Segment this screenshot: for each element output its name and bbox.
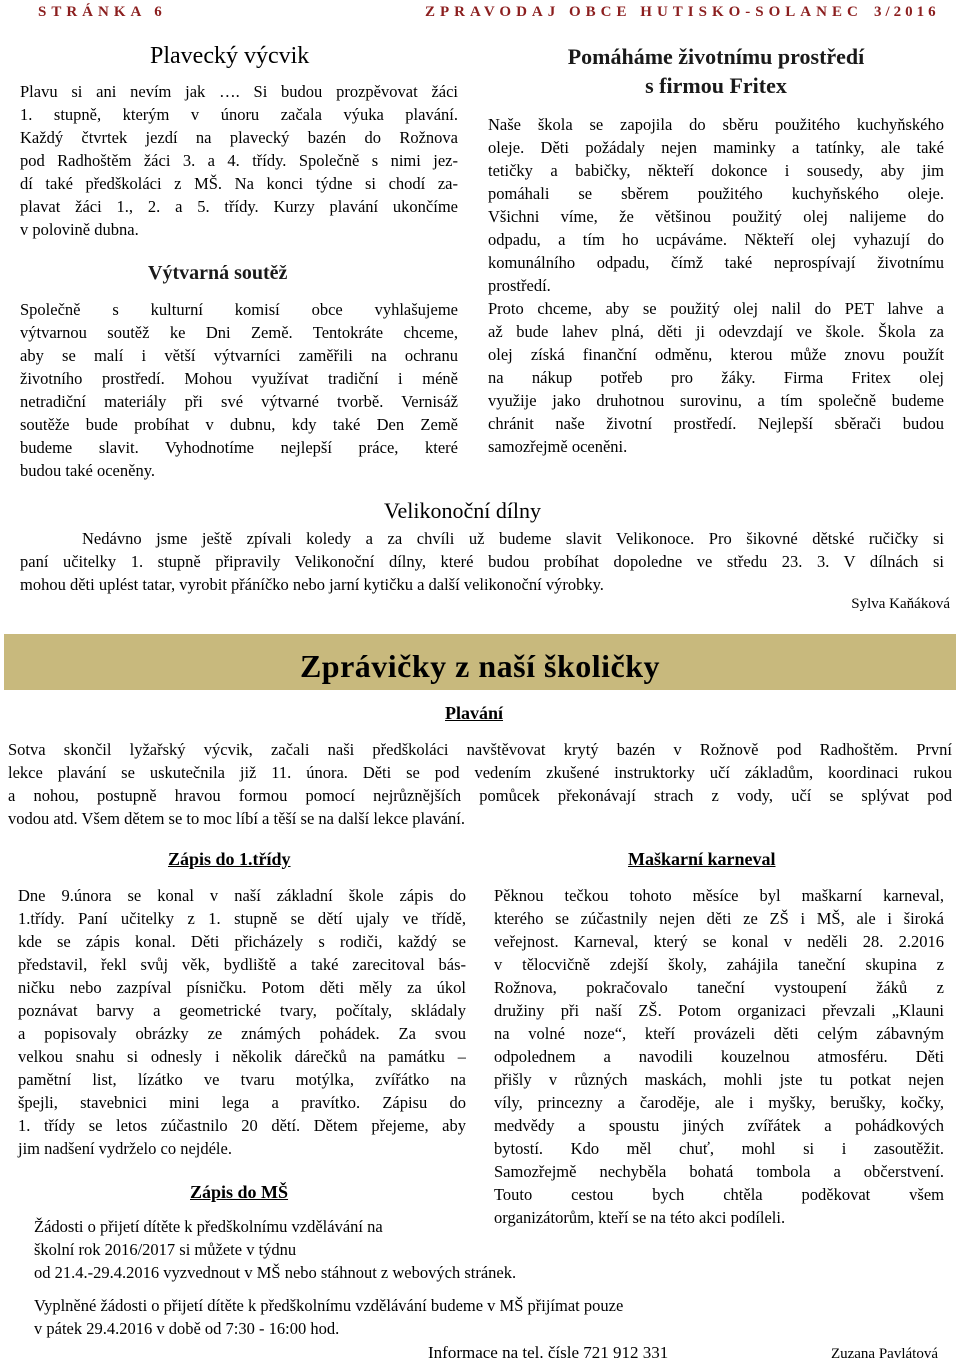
text-line: Nedávno jsme ještě zpívali koledy a za chvíli už budeme slavit Velikonoce. Pro šikovné dětské ručičky si <box>82 529 944 548</box>
plavecky-article <box>20 80 458 241</box>
text-line: výtvarnou soutěž ke Dni Země. Tentokráte chceme, <box>20 323 458 342</box>
newsletter-title: ZPRAVODAJ OBCE HUTISKO-SOLANEC <box>425 4 863 20</box>
text-line: představil, řekl svůj věk, bydliště a také zarecitoval bás- <box>18 955 466 974</box>
text-line: medvědy a spoustu jiných zvířátek a pohádkových <box>494 1116 944 1135</box>
text-line: v polovině dubna. <box>20 220 139 239</box>
text-line: Proto chceme, aby se použitý olej nalil do PET lahve a <box>488 299 944 318</box>
fritex-article <box>488 113 944 458</box>
text-line: přišly v různých maskách, mohli jste tu potkat nejen <box>494 1070 944 1089</box>
text-line: ničku nebo zazpíval písničku. Potom děti měly za úkol <box>18 978 466 997</box>
plavani-article <box>8 738 952 830</box>
text-line: kterého se zúčastnily nejen děti ze ZŠ i MŠ, ale i široká <box>494 909 944 928</box>
text-line: budou také oceněny. <box>20 461 156 480</box>
text-line: tetičky a babičky, někteří dokonce i sousedy, aby jim <box>488 161 944 180</box>
text-line: samozřejmě oceněni. <box>488 437 628 456</box>
text-line: Touto cestou bych chtěla poděkovat všem <box>494 1185 944 1204</box>
zapisMS-phone: Informace na tel. čísle 721 912 331 <box>428 1343 669 1362</box>
text-line: Plavu si ani nevím jak …. Si budou prozpěvovat žáci <box>20 82 458 101</box>
text-line: Všichni víme, že většinou použitý olej nalijeme do <box>488 207 944 226</box>
text-line: odpolednem a navodili kouzelnou atmosféru. Děti <box>494 1047 944 1066</box>
text-line: odpadu, a tím ho ucpáváme. Někteří olej vyhazují do <box>488 230 944 249</box>
text-line: soutěže bude probíhat v dubnu, kdy také Den Země <box>20 415 458 434</box>
text-line: Naše škola se zapojila do sběru použitého kuchyňského <box>488 115 944 134</box>
text-line: 1.třídy. Paní učitelky z 1. stupně se dětí ujaly ve třídě, <box>18 909 466 928</box>
velikonocni-article <box>20 527 944 596</box>
text-line: Žádosti o přijetí dítěte k předškolnímu vzdělávání na <box>34 1217 383 1236</box>
vytvarna-title: Výtvarná soutěž <box>148 262 288 284</box>
text-line: bytostí. Kdo měl chuť, mohl si i zasoutěžit. <box>494 1139 944 1158</box>
text-line: až bude lahev plná, děti ji odevzdají ve škole. Škola za <box>488 322 944 341</box>
text-line: Pěknou tečkou tohoto měsíce byl maškarní karneval, <box>494 886 944 905</box>
text-line: od 21.4.-29.4.2016 vyzvednout v MŠ nebo stáhnout z webových stránek. <box>34 1263 517 1282</box>
text-line: mohou děti uplést tatar, vyrobit přáníčko nebo jarní kytičku a další velikonoční výrobky. <box>20 575 604 594</box>
text-line: olej získá finanční odměnu, kterou může znovu použít <box>488 345 944 364</box>
text-line: využije jako druhotnou surovinu, a tím společně budeme <box>488 391 944 410</box>
text-line: v pátek 29.4.2016 v době od 7:30 - 16:00 hod. <box>34 1319 340 1338</box>
text-line: prostředí. <box>488 276 551 295</box>
text-line: veřejnost. Karneval, který se konal v neděli 28. 2.2016 <box>494 932 944 951</box>
text-line: Společně s kulturní komisí obce vyhlašujeme <box>20 300 458 319</box>
text-line: školní rok 2016/2017 si můžete v týdnu <box>34 1240 297 1259</box>
karneval-article <box>494 884 944 1229</box>
text-line: velkou snahu si odnesly i několik dárečků na památku – <box>18 1047 466 1066</box>
fritex-title-line1: Pomáháme životnímu prostředí <box>567 44 865 69</box>
zapis1-title: Zápis do 1.třídy <box>168 849 291 869</box>
text-line: Vyplněné žádosti o přijetí dítěte k předškolnímu vzdělávání budeme v MŠ přijímat pouze <box>34 1296 624 1315</box>
text-line: víly, princezny a čaroděje, ale i myšky, berušky, kočky, <box>494 1093 944 1112</box>
fritex-title-line2: s firmou Fritex <box>645 73 787 98</box>
text-line: Rožnova, pokračovalo taneční vystoupení žáků z <box>494 978 944 997</box>
vytvarna-article <box>20 298 458 482</box>
text-line: družiny při naší ZŠ. Potom organizaci převzali „Klauni <box>494 1001 944 1020</box>
text-line: komunálního odpadu, čímž také neprospívají životnímu <box>488 253 944 272</box>
text-line: a nohou, postupně hravou formou pomocí nejrůznějších pomůcek překonávají strach z vody, učí se splývat pod <box>8 786 952 805</box>
zapisMS-article-2 <box>34 1294 794 1340</box>
velikonocni-author: Sylva Kaňáková <box>851 596 950 612</box>
zapisMS-title: Zápis do MŠ <box>190 1182 289 1202</box>
text-line: poznávat barvy a geometrické tvary, počítaly, skládaly <box>18 1001 466 1020</box>
issue-number: 3/2016 <box>874 4 940 20</box>
page-label: STRÁNKA 6 <box>38 4 167 20</box>
text-line: netradiční materiály při své výtvarné tvorbě. Vernisáž <box>20 392 458 411</box>
text-line: na nákup potřeb pro žáky. Firma Fritex olej <box>488 368 944 387</box>
text-line: na volné noze“, kteří provázeli děti celým zábavným <box>494 1024 944 1043</box>
text-line: chránit naše životní prostředí. Nejlepší sběrači budou <box>488 414 944 433</box>
text-line: oleje. Děti požádaly nejen maminky a tatínky, ale také <box>488 138 944 157</box>
text-line: pod Radhoštěm žáci 3. a 4. třídy. Společně s nimi jez- <box>20 151 458 170</box>
text-line: aby se malí i větší výtvarníci zaměřili na ochranu <box>20 346 458 365</box>
text-line: pomáhali se sběrem použitého kuchyňského oleje. <box>488 184 944 203</box>
zapis1-article <box>18 884 466 1160</box>
text-line: lekce plavání se uskutečnila již 11. února. Děti se pod vedením zkušené instruktorky učí základům, koordinaci rukou <box>8 763 952 782</box>
karneval-title: Maškarní karneval <box>628 849 776 869</box>
plavani-title: Plavání <box>445 703 504 723</box>
text-line: plavat žáci 1., 2. a 5. třídy. Kurzy plavání ukončíme <box>20 197 458 216</box>
text-line: jim nadšení vydrželo co nejdéle. <box>18 1139 232 1158</box>
text-line: životního prostředí. Mohou využívat tradiční i méně <box>20 369 458 388</box>
text-line: dí také předškoláci z MŠ. Na konci týdne si chodí za- <box>20 174 458 193</box>
text-line: pamětní list, lízátko ve tvaru motýlka, zvířátko na <box>18 1070 466 1089</box>
text-line: kde se zápis konal. Děti přicházely s rodiči, každý se <box>18 932 466 951</box>
text-line: v tělocvičně zdejší školy, zahájila taneční skupina z <box>494 955 944 974</box>
plavecky-title: Plavecký výcvik <box>150 43 310 69</box>
banner-title: Zprávičky z naší školičky <box>299 648 661 684</box>
text-line: vodou atd. Všem dětem se to moc líbí a těší se na další lekce plavání. <box>8 809 465 828</box>
text-line: 1. třídy se letos zúčastnilo 20 dětí. Dětem přejeme, aby <box>18 1116 466 1135</box>
zapisMS-author: Zuzana Pavlátová <box>830 1346 938 1362</box>
text-line: organizátorům, kteří se na této akci podíleli. <box>494 1208 786 1227</box>
velikonocni-title: Velikonoční dílny <box>384 498 542 523</box>
text-line: Sotva skončil lyžařský výcvik, začali naši předškoláci navštěvovat krytý bazén v Rožnově pod Radhoštěm. První <box>8 740 952 759</box>
text-line: budeme slavit. Vyhodnotíme nejlepší práce, které <box>20 438 458 457</box>
text-line: Dne 9.února se konal v naší základní škole zápis do <box>18 886 466 905</box>
text-line: špejli, stavebnici mini lega a pravítko. Zápisu do <box>18 1093 466 1112</box>
zapisMS-article <box>34 1215 674 1284</box>
section-banner <box>4 634 956 690</box>
text-line: 1. stupně, kterým v únoru začala výuka plavání. <box>20 105 458 124</box>
text-line: Každý čtvrtek jezdí na plavecký bazén do Rožnova <box>20 128 458 147</box>
text-line: Samozřejmě nechyběla bohatá tombola a občerstvení. <box>494 1162 944 1181</box>
text-line: a popisovaly obrázky ze známých pohádek. Za svou <box>18 1024 466 1043</box>
text-line: paní učitelky 1. stupně připravily Velikonoční dílny, které budou probíhat dopoledne ve středu 23. 3. V dílnách si <box>20 552 944 571</box>
